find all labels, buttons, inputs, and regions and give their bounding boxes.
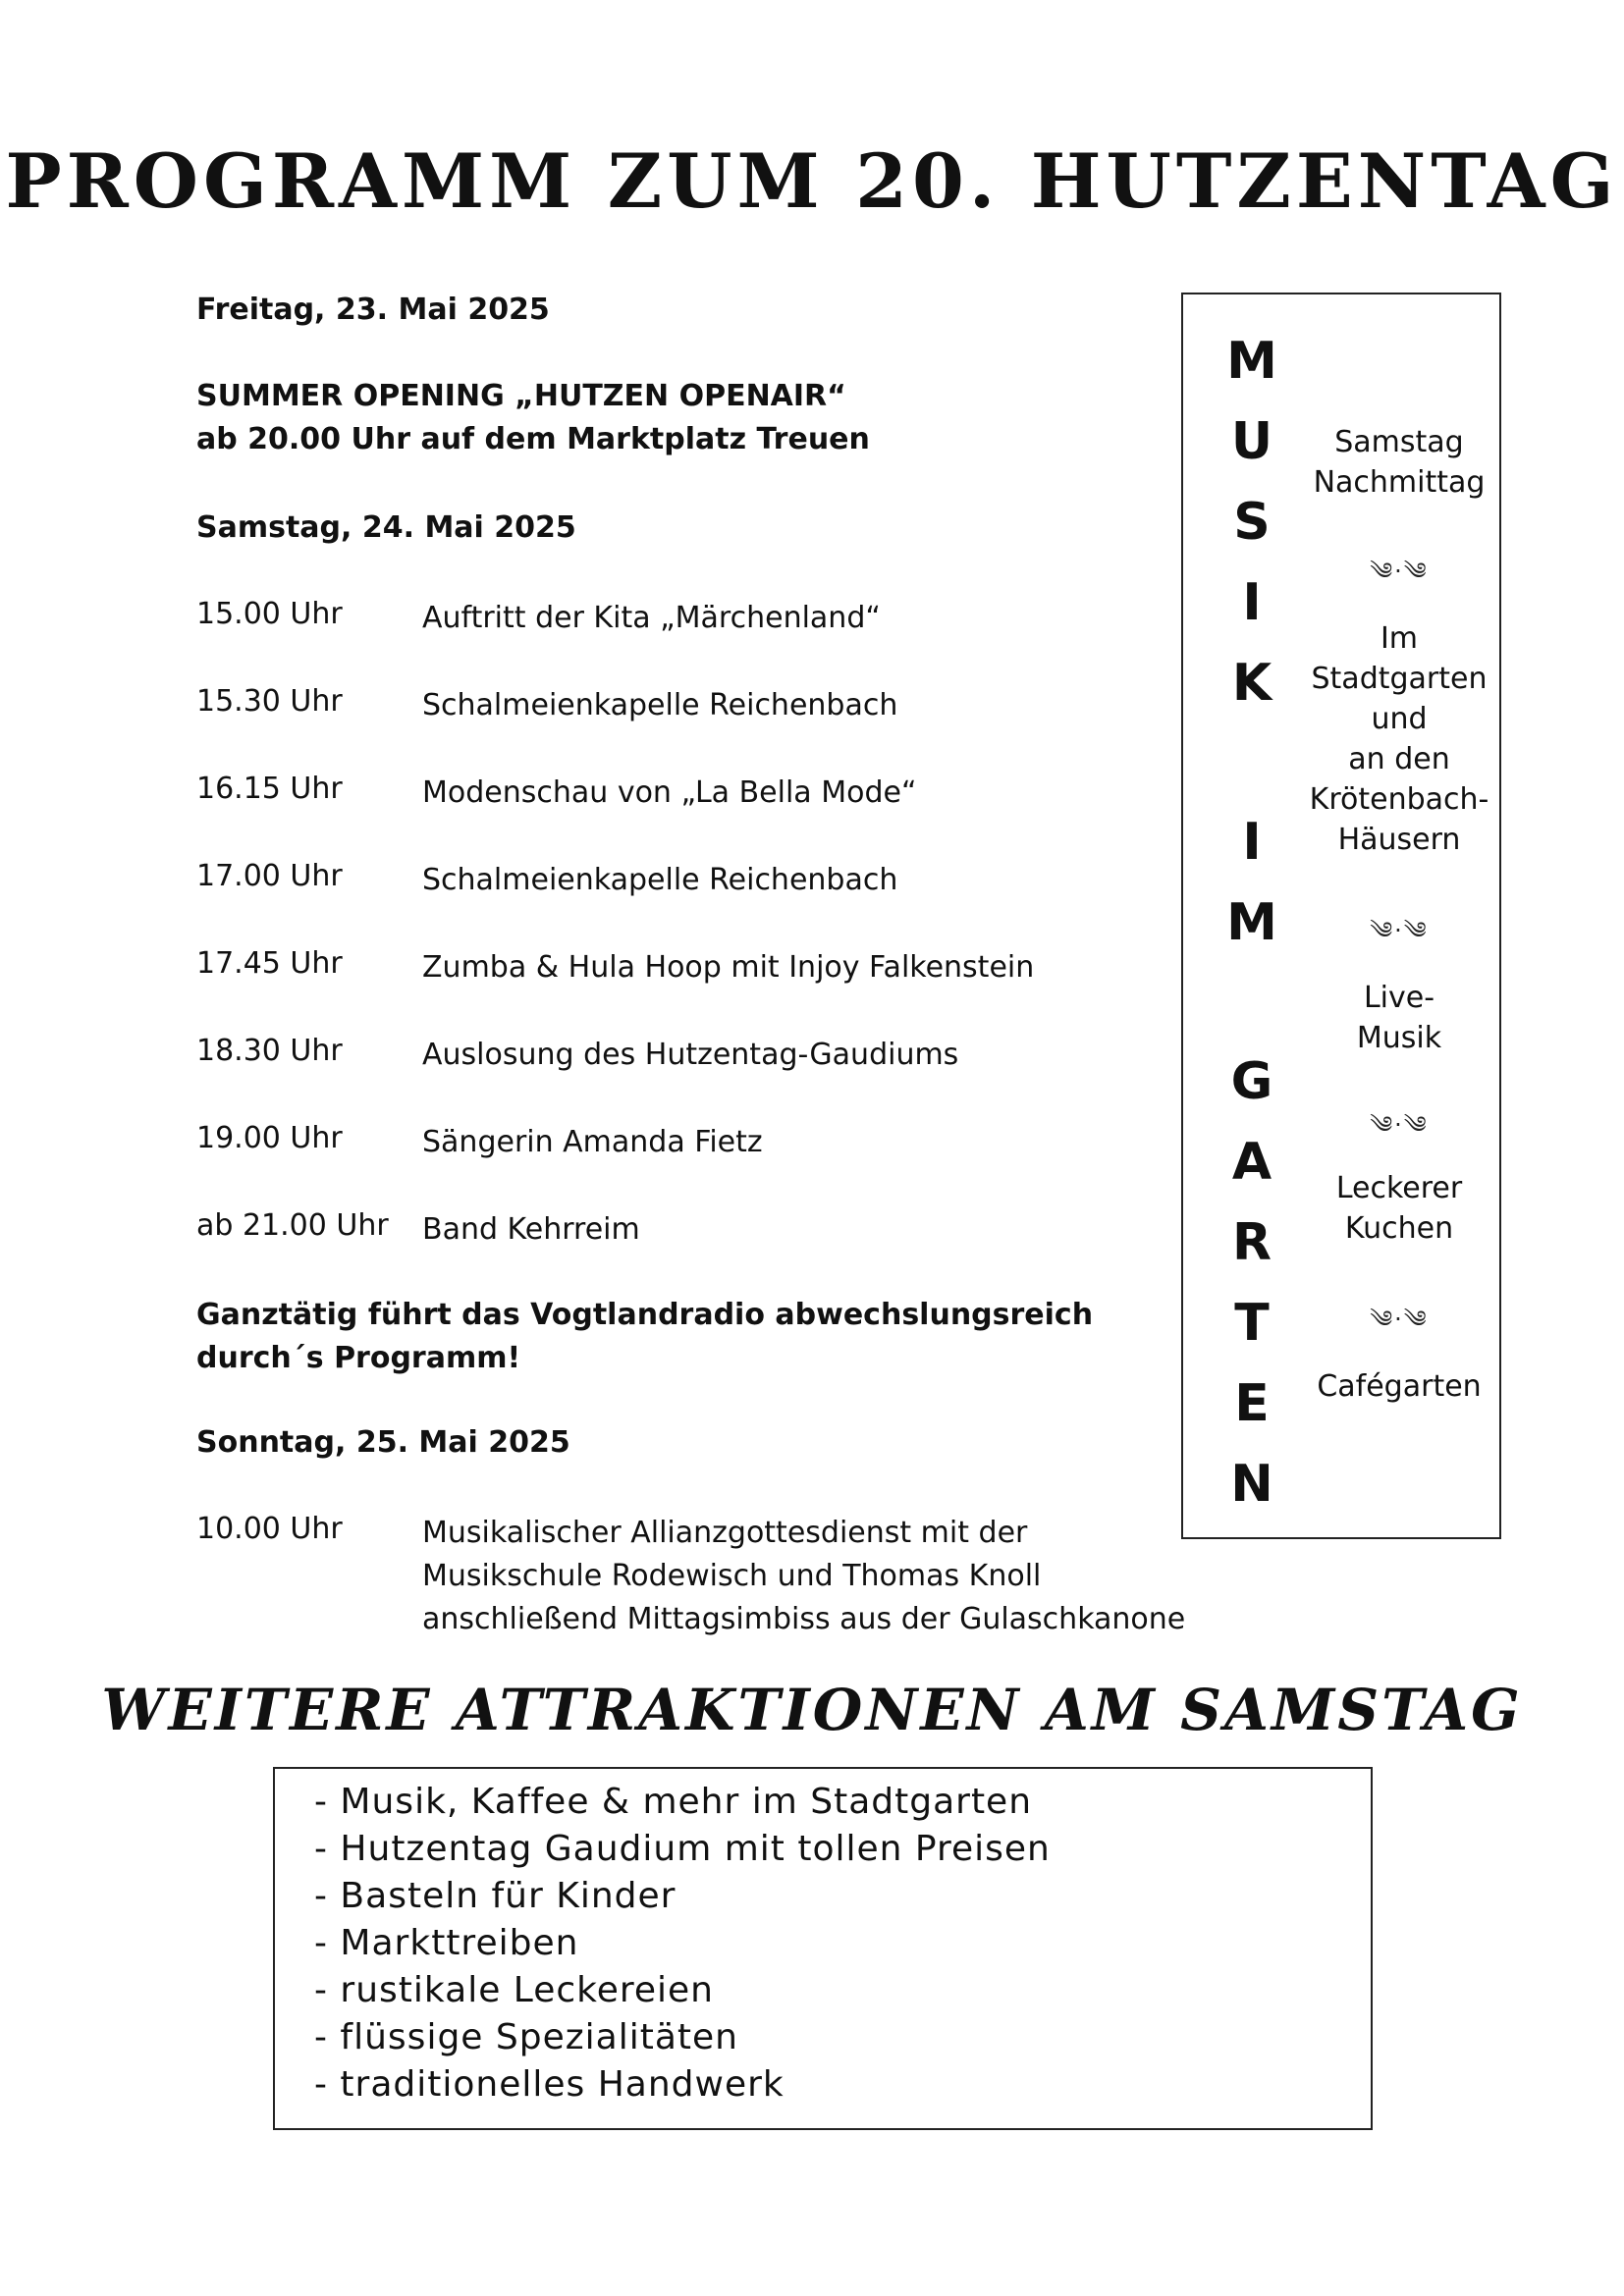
sidebar-text: Krötenbach- xyxy=(1309,782,1489,817)
vertical-letter: G xyxy=(1230,1052,1273,1111)
sidebar-text: Cafégarten xyxy=(1317,1369,1482,1404)
schedule-row xyxy=(196,859,1178,902)
vertical-letter: U xyxy=(1230,412,1273,471)
schedule-time: 17.45 Uhr xyxy=(196,946,343,981)
schedule-time: 17.00 Uhr xyxy=(196,859,343,893)
sidebar-text: Samstag xyxy=(1334,425,1464,459)
attractions-box xyxy=(273,1767,1373,2130)
vertical-letter: N xyxy=(1230,1455,1273,1514)
friday-opening xyxy=(196,375,870,461)
sidebar-item xyxy=(1301,1366,1497,1407)
sunday-act-line: Musikalischer Allianzgottesdienst mit der xyxy=(422,1516,1028,1550)
schedule-act xyxy=(422,1512,1185,1641)
vertical-letter: E xyxy=(1234,1374,1270,1433)
attractions-title: WEITERE ATTRAKTIONEN AM SAMSTAG xyxy=(101,1677,1523,1743)
vertical-letter: R xyxy=(1231,1213,1272,1272)
attraction-item: - Musik, Kaffee & mehr im Stadtgarten xyxy=(314,1782,1033,1822)
schedule-time: 15.00 Uhr xyxy=(196,597,343,631)
schedule-act: Zumba & Hula Hoop mit Injoy Falkenstein xyxy=(422,950,1035,985)
sidebar-text: Stadtgarten xyxy=(1311,662,1488,696)
sidebar-item xyxy=(1301,978,1497,1058)
ornament-icon: ༄·༄ xyxy=(1370,1306,1429,1333)
sidebar-text: Musik xyxy=(1356,1021,1442,1055)
schedule-act: Modenschau von „La Bella Mode“ xyxy=(422,775,917,810)
attraction-item: - Basteln für Kinder xyxy=(314,1876,677,1916)
musik-im-garten-box xyxy=(1181,293,1501,1539)
schedule-row xyxy=(196,684,1178,727)
sidebar-text: Nachmittag xyxy=(1313,465,1486,500)
schedule-row xyxy=(196,772,1178,815)
schedule-act: Band Kehrreim xyxy=(422,1212,640,1247)
sidebar-text: Leckerer xyxy=(1335,1171,1463,1205)
friday-opening-info: ab 20.00 Uhr auf dem Marktplatz Treuen xyxy=(196,422,870,456)
attraction-item: - Markttreiben xyxy=(314,1923,579,1963)
schedule-act: Schalmeienkapelle Reichenbach xyxy=(422,863,898,897)
radio-note-line: Ganztätig führt das Vogtlandradio abwechslungsreich xyxy=(196,1298,1094,1332)
schedule-time: ab 21.00 Uhr xyxy=(196,1208,389,1243)
schedule-row xyxy=(196,1034,1178,1077)
friday-opening-title: SUMMER OPENING „HUTZEN OPENAIR“ xyxy=(196,379,846,413)
schedule-time: 10.00 Uhr xyxy=(196,1512,343,1546)
vertical-letter: K xyxy=(1231,654,1272,713)
sidebar-text: und xyxy=(1371,702,1428,736)
schedule-time: 19.00 Uhr xyxy=(196,1121,343,1155)
sidebar-text: Live- xyxy=(1363,981,1435,1015)
radio-note xyxy=(196,1294,1093,1380)
sidebar-text: Kuchen xyxy=(1344,1211,1454,1246)
schedule-row xyxy=(196,1208,1178,1252)
sunday-act-line: Musikschule Rodewisch und Thomas Knoll xyxy=(422,1559,1042,1593)
vertical-letter: A xyxy=(1231,1133,1272,1192)
saturday-date: Samstag, 24. Mai 2025 xyxy=(196,510,576,545)
attraction-item: - flüssige Spezialitäten xyxy=(314,2017,738,2057)
sidebar-item xyxy=(1301,618,1497,860)
schedule-act: Auslosung des Hutzentag-Gaudiums xyxy=(422,1038,959,1072)
ornament-icon: ༄·༄ xyxy=(1370,1111,1429,1139)
vertical-letter: S xyxy=(1233,493,1271,552)
sidebar-text: an den xyxy=(1348,742,1450,776)
sunday-date: Sonntag, 25. Mai 2025 xyxy=(196,1425,570,1460)
attraction-item: - traditionelles Handwerk xyxy=(314,2064,785,2105)
sidebar-item xyxy=(1301,1168,1497,1249)
vertical-letter: I xyxy=(1242,573,1262,632)
vertical-letter: M xyxy=(1226,893,1277,952)
sidebar-text: Häusern xyxy=(1337,823,1461,857)
sunday-row xyxy=(196,1512,1186,1649)
schedule-act: Schalmeienkapelle Reichenbach xyxy=(422,688,898,722)
radio-note-line: durch´s Programm! xyxy=(196,1341,521,1375)
schedule-row xyxy=(196,1121,1178,1164)
schedule-time: 15.30 Uhr xyxy=(196,684,343,719)
attraction-item: - rustikale Leckereien xyxy=(314,1970,714,2010)
vertical-letter: T xyxy=(1234,1294,1270,1353)
sidebar-item xyxy=(1301,422,1497,503)
vertical-letter: I xyxy=(1242,813,1262,872)
page-title: PROGRAMM ZUM 20. HUTZENTAG xyxy=(5,137,1619,225)
schedule-row xyxy=(196,597,1178,640)
schedule-act: Auftritt der Kita „Märchenland“ xyxy=(422,601,881,635)
schedule-act: Sängerin Amanda Fietz xyxy=(422,1125,763,1159)
schedule-row xyxy=(196,946,1178,989)
schedule-time: 18.30 Uhr xyxy=(196,1034,343,1068)
attraction-item: - Hutzentag Gaudium mit tollen Preisen xyxy=(314,1829,1051,1869)
ornament-icon: ༄·༄ xyxy=(1370,917,1429,944)
friday-date: Freitag, 23. Mai 2025 xyxy=(196,293,550,327)
sunday-act-line: anschließend Mittagsimbiss aus der Gulaschkanone xyxy=(422,1602,1186,1636)
schedule-time: 16.15 Uhr xyxy=(196,772,343,806)
sidebar-text: Im xyxy=(1380,621,1419,656)
vertical-letter: M xyxy=(1226,332,1277,391)
ornament-icon: ༄·༄ xyxy=(1370,558,1429,585)
